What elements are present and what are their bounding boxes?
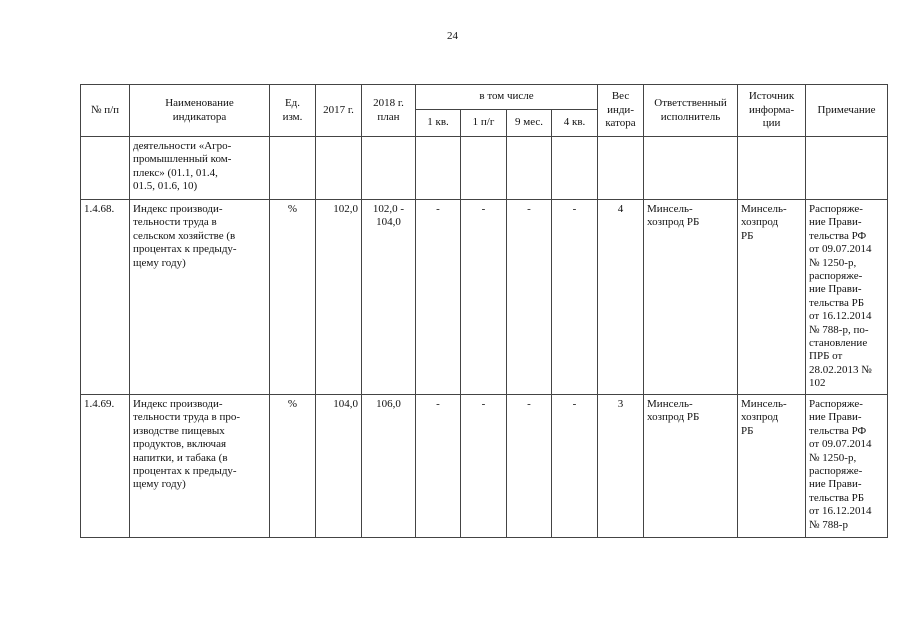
row-note: Распоряже- ние Прави- тельства РФ от 09.07.2014 № 1250-р, распоряже- ние Прави- тельства РБ от 16.12.2014 № 788-р — [806, 395, 888, 538]
header-num: № п/п — [81, 85, 130, 137]
row-source: Минсель- хозпрод РБ — [738, 395, 806, 538]
row-name: Индекс производи- тельности труда в сельском хозяйстве (в процентах к предыду- щему году) — [130, 200, 270, 395]
header-q1: 1 кв. — [416, 110, 461, 137]
row-2018: 106,0 — [362, 395, 416, 538]
header-unit: Ед. изм. — [270, 85, 316, 137]
header-weight: Вес инди- катора — [598, 85, 644, 137]
table-row-continuation — [81, 137, 888, 200]
continuation-name: деятельности «Агро- промышленный ком- плекс» (01.1, 01.4, 01.5, 01.6, 10) — [130, 137, 270, 200]
header-row — [81, 85, 888, 110]
header-source: Источник информа- ции — [738, 85, 806, 137]
row-h1: - — [461, 395, 507, 538]
table-row — [81, 200, 888, 395]
header-responsible: Ответственный исполнитель — [644, 85, 738, 137]
header-note: Примечание — [806, 85, 888, 137]
row-9m: - — [507, 200, 552, 395]
indicators-table — [80, 84, 888, 538]
row-responsible: Минсель- хозпрод РБ — [644, 395, 738, 538]
row-responsible: Минсель- хозпрод РБ — [644, 200, 738, 395]
row-q1: - — [416, 200, 461, 395]
header-in-total: в том числе — [416, 85, 598, 110]
row-q4: - — [552, 200, 598, 395]
header-2017: 2017 г. — [316, 85, 362, 137]
header-q4: 4 кв. — [552, 110, 598, 137]
row-weight: 3 — [598, 395, 644, 538]
header-name: Наименование индикатора — [130, 85, 270, 137]
row-source: Минсель- хозпрод РБ — [738, 200, 806, 395]
row-q1: - — [416, 395, 461, 538]
row-weight: 4 — [598, 200, 644, 395]
table-row — [81, 395, 888, 538]
page-number: 24 — [447, 30, 458, 42]
row-num: 1.4.69. — [81, 395, 130, 538]
row-name: Индекс производи- тельности труда в про- изводстве пищевых продуктов, включая напитки, и табака (в процентах к предыду- щему году) — [130, 395, 270, 538]
header-h1: 1 п/г — [461, 110, 507, 137]
row-unit: % — [270, 395, 316, 538]
row-note: Распоряже- ние Прави- тельства РФ от 09.07.2014 № 1250-р, распоряже- ние Прави- тельства РБ от 16.12.2014 № 788-р, по- становление ПРБ от 28.02.2013 № 102 — [806, 200, 888, 395]
row-h1: - — [461, 200, 507, 395]
row-9m: - — [507, 395, 552, 538]
row-q4: - — [552, 395, 598, 538]
row-2018: 102,0 - 104,0 — [362, 200, 416, 395]
row-unit: % — [270, 200, 316, 395]
row-2017: 102,0 — [316, 200, 362, 395]
row-2017: 104,0 — [316, 395, 362, 538]
header-2018-plan: 2018 г. план — [362, 85, 416, 137]
header-9m: 9 мес. — [507, 110, 552, 137]
row-num: 1.4.68. — [81, 200, 130, 395]
